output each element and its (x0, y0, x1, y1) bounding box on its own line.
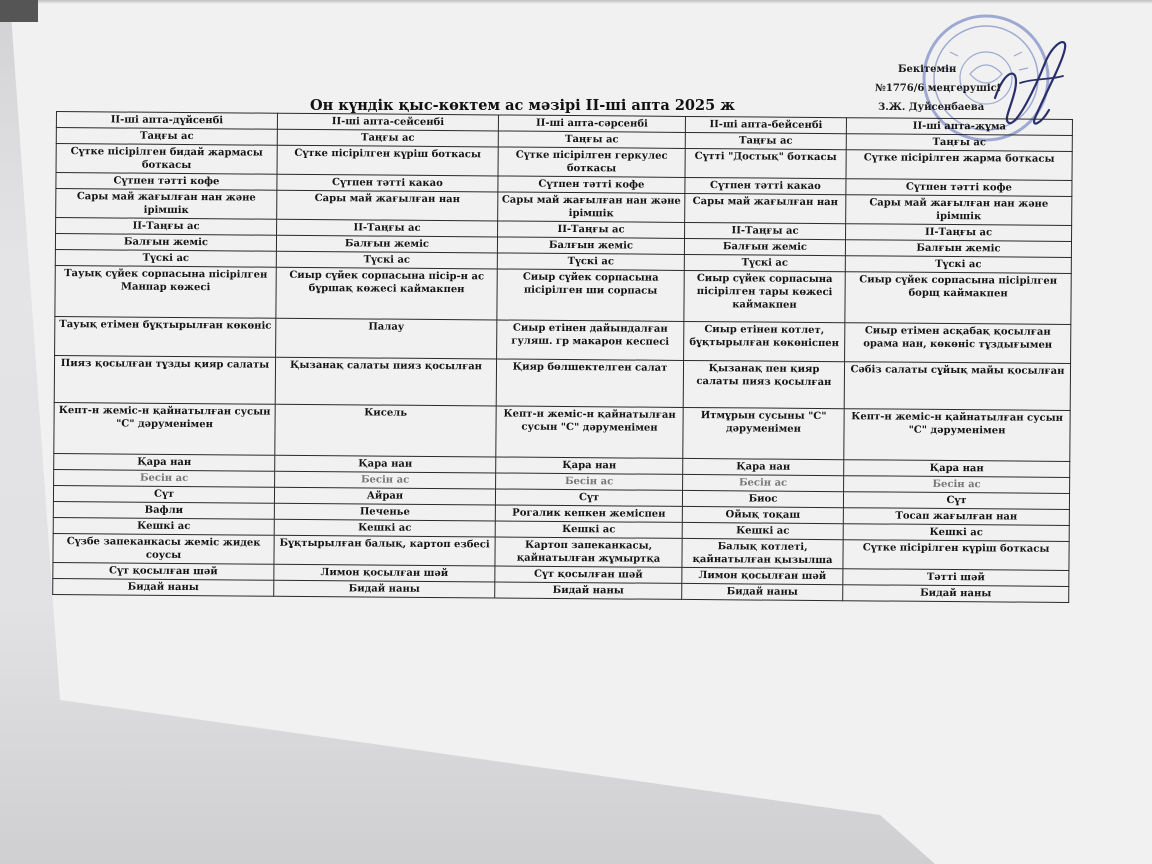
table-cell: Түскі ас (684, 254, 845, 271)
table-cell: Қара нан (683, 458, 844, 475)
table-cell: Сүтпен тәтті кофе (846, 179, 1072, 197)
table-cell: Түскі ас (497, 253, 684, 270)
table-cell: Кисель (275, 404, 496, 457)
table-cell: Балық котлеті, қайнатылған қызылша (682, 538, 843, 568)
table-cell: Тосап жағылған нан (843, 508, 1069, 526)
table-cell: Қияр бөлшектелген салат (496, 359, 683, 407)
table-cell: Бесін ас (844, 476, 1070, 494)
table-cell: Палау (276, 318, 497, 359)
table-cell: Кепт-н жеміс-н қайнатылған сусын "С" дәруменімен (496, 406, 683, 458)
header-tuesday: II-ші апта-сейсенбі (277, 113, 498, 131)
approval-position: №1776/6 меңгерушісі (875, 83, 1001, 94)
table-cell: Сиыр сүйек сорпасына пісірілген тары көжесі каймакпен (684, 270, 845, 322)
table-cell: Балғын жеміс (497, 237, 684, 254)
table-cell: Сүтпен тәтті кофе (56, 173, 277, 191)
table-cell: Сүтке пісірілген бидай жармасы боткасы (56, 144, 277, 175)
table-cell: Бұқтырылған балық, картоп езбесі (274, 535, 495, 566)
table-cell: Тауық сүйек сорпасына пісірілген Манпар көжесі (55, 265, 276, 318)
table-cell: Вафли (53, 501, 274, 519)
table-cell: Таңғы ас (498, 131, 685, 148)
table-cell: Сиыр етімен асқабақ қосылған орама нан, көкөніс тұздығымен (845, 323, 1071, 364)
header-wednesday: II-ші апта-сәрсенбі (498, 115, 685, 132)
table-cell: Түскі ас (845, 256, 1071, 274)
table-cell: Қара нан (54, 453, 275, 471)
table-cell: Кепт-н жеміс-н қайнатылған сусын "С" дәруменімен (54, 402, 275, 455)
table-cell: Сары май жағылған нан және ірімшік (498, 192, 685, 222)
table-cell: Лимон қосылған шәй (274, 564, 495, 582)
table-cell: Қызанақ салаты пияз қосылған (275, 357, 496, 406)
table-cell: Ойық тоқаш (682, 506, 843, 523)
header-friday: II-ші апта-жұма (846, 118, 1072, 136)
table-cell: Кешкі ас (495, 521, 682, 538)
approval-title: Бекітемін (898, 64, 957, 75)
table-cell: Қара нан (496, 457, 683, 474)
table-cell: Тауық етімен бұқтырылған көкөніс (55, 316, 276, 357)
table-cell: Сары май жағылған нан және ірімшік (846, 195, 1072, 226)
menu-table (52, 111, 1073, 603)
table-cell: Сүт (495, 489, 682, 506)
table-cell: Бидай наны (682, 583, 843, 600)
table-cell: Сүтке пісірілген геркулес боткасы (498, 147, 685, 177)
table-cell: Сиыр етінен котлет, бұқтырылған көкөніспен (684, 321, 845, 361)
table-cell: Сиыр сүйек сорпасына пісірілген борщ каймакпен (845, 272, 1071, 325)
table-cell: II-Таңғы ас (498, 221, 685, 238)
table-cell: Сиыр сүйек сорпасына пісір-н ас бұршақ көжесі каймакпен (276, 267, 497, 320)
table-cell: Рогалик кепкен жеміспен (495, 505, 682, 522)
table-cell: Бесін ас (496, 473, 683, 490)
header-monday: II-ші апта-дүйсенбі (56, 112, 277, 130)
table-cell: Сүтті "Достық" боткасы (685, 148, 846, 178)
table-cell: Кешкі ас (843, 524, 1069, 542)
table-cell: Бидай наны (53, 578, 274, 596)
table-cell: Биос (682, 490, 843, 507)
table-cell: Сүтпен тәтті какао (685, 177, 846, 194)
table-cell: Сүт (843, 492, 1069, 510)
table-cell: Балғын жеміс (55, 234, 276, 252)
table-cell: Кепт-н жеміс-н қайнатылған сусын "С" дәруменімен (844, 409, 1070, 462)
table-cell: Балғын жеміс (845, 240, 1071, 258)
dark-corner (0, 0, 38, 22)
approval-block (870, 60, 1001, 117)
table-cell: Кешкі ас (53, 517, 274, 535)
table-cell: Итмұрын сусыны "С" дәруменімен (683, 407, 844, 459)
table-cell: Қара нан (844, 460, 1070, 478)
table-cell: II-Таңғы ас (56, 218, 277, 236)
table-row (54, 402, 1070, 461)
table-cell: Печенье (274, 503, 495, 521)
table-cell: Сүт (53, 485, 274, 503)
table-cell: Сары май жағылған нан (277, 190, 498, 221)
table-cell: Лимон қосылған шәй (682, 567, 843, 584)
table-row (55, 265, 1071, 324)
table-cell: Сиыр сүйек сорпасына пісірілген ши сорпасы (497, 269, 684, 321)
table-cell: Таңғы ас (277, 129, 498, 147)
table-cell: Қызанақ пен қияр салаты пияз қосылған (683, 360, 844, 408)
approval-name: З.Ж. Дуйсенбаева (878, 102, 985, 113)
table-cell: Түскі ас (276, 251, 497, 269)
table-cell: II-Таңғы ас (846, 224, 1072, 242)
table-cell: Сүтке пісірілген күріш боткасы (843, 540, 1069, 571)
table-cell: Бидай наны (274, 580, 495, 598)
table-cell: Бесін ас (275, 471, 496, 489)
header-thursday: II-ші апта-бейсенбі (685, 116, 846, 133)
table-cell: Сүт қосылған шәй (495, 566, 682, 583)
table-cell: Сүтке пісірілген жарма боткасы (846, 150, 1072, 181)
table-cell: Сәбіз салаты сұйық майы қосылған (844, 362, 1070, 411)
table-cell: Сүтке пісірілген күріш боткасы (277, 145, 498, 176)
table-row (54, 355, 1070, 410)
table-cell: Бесін ас (54, 469, 275, 487)
table-cell: Таңғы ас (56, 128, 277, 146)
table-cell: Түскі ас (55, 249, 276, 267)
table-cell: Бидай наны (495, 582, 682, 599)
table-cell: II-Таңғы ас (277, 219, 498, 237)
table-cell: Таңғы ас (685, 132, 846, 149)
table-cell: Сүзбе запеканкасы жеміс жидек соусы (53, 533, 274, 564)
table-cell: Кешкі ас (274, 519, 495, 537)
table-cell: Кешкі ас (682, 522, 843, 539)
table-cell: Айран (274, 487, 495, 505)
page-title: Он күндік қыс-көктем ас мәзірі II-ші апта 2025 ж (310, 97, 735, 114)
table-cell: Тәтті шәй (843, 569, 1069, 587)
table-cell: Сүтпен тәтті какао (277, 174, 498, 192)
table-cell: Бесін ас (683, 474, 844, 491)
table-cell: Таңғы ас (846, 134, 1072, 152)
table-cell: Картоп запеканкасы, қайнатылған жұмыртқа (495, 537, 682, 567)
table-cell: Сары май жағылған нан (685, 193, 846, 223)
table-cell: Балғын жеміс (276, 235, 497, 253)
table-cell: Бидай наны (843, 585, 1069, 603)
table-cell: II-Таңғы ас (685, 222, 846, 239)
table-cell: Сүт қосылған шәй (53, 562, 274, 580)
table-cell: Балғын жеміс (684, 238, 845, 255)
table-cell: Сүтпен тәтті кофе (498, 176, 685, 193)
menu-table-body (53, 128, 1073, 603)
table-cell: Қара нан (275, 455, 496, 473)
table-cell: Сиыр етінен дайындалған гуляш. гр макарон кеспесі (497, 320, 684, 360)
table-cell: Пияз қосылған тұзды қияр салаты (54, 355, 275, 404)
table-cell: Сары май жағылған нан және ірімшік (56, 189, 277, 220)
